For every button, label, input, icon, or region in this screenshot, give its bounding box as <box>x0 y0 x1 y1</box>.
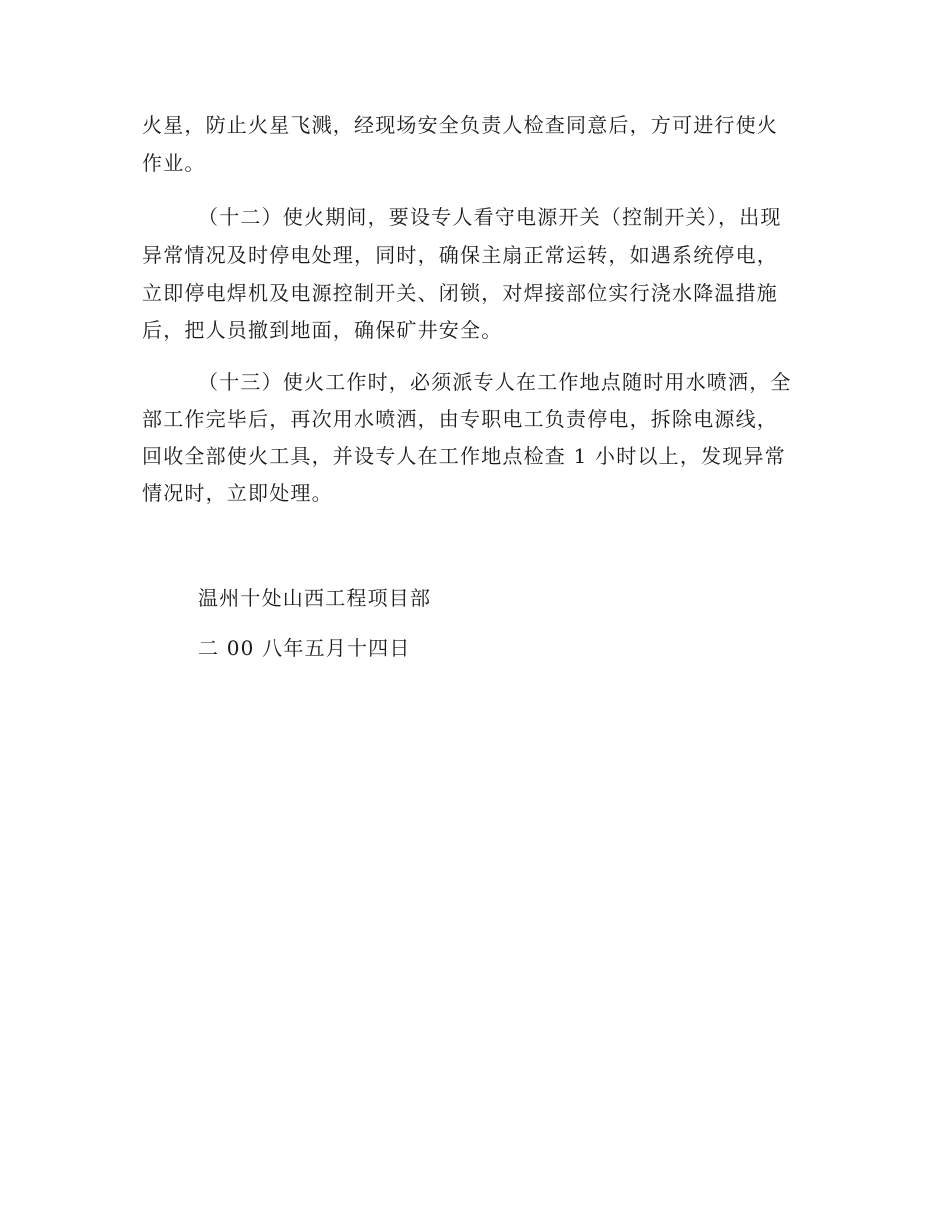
paragraph-2-line-2: 异常情况及时停电处理，同时，确保主扇正常运转，如遇系统停电， <box>142 243 778 267</box>
paragraph-2-line-1: （十二）使火期间，要设专人看守电源开关（控制开关），出现 <box>198 205 782 229</box>
paragraph-1-line-1: 火星，防止火星飞溅，经现场安全负责人检查同意后，方可进行使火 <box>142 113 778 137</box>
paragraph-3-line-4: 情况时，立即处理。 <box>142 481 333 505</box>
signature-organization: 温州十处山西工程项目部 <box>198 586 432 610</box>
paragraph-1-line-2: 作业。 <box>142 151 206 175</box>
paragraph-2-line-3: 立即停电焊机及电源控制开关、闭锁，对焊接部位实行浇水降温措施 <box>142 281 778 305</box>
paragraph-3-line-2: 部工作完毕后，再次用水喷洒，由专职电工负责停电，拆除电源线， <box>142 407 778 431</box>
signature-date: 二 00 八年五月十四日 <box>198 636 411 660</box>
paragraph-3-line-1: （十三）使火工作时，必须派专人在工作地点随时用水喷洒，全 <box>198 370 792 394</box>
paragraph-2-line-4: 后，把人员撤到地面，确保矿井安全。 <box>142 318 503 342</box>
paragraph-3-line-3: 回收全部使火工具，并设专人在工作地点检查 1 小时以上，发现异常 <box>142 444 786 468</box>
